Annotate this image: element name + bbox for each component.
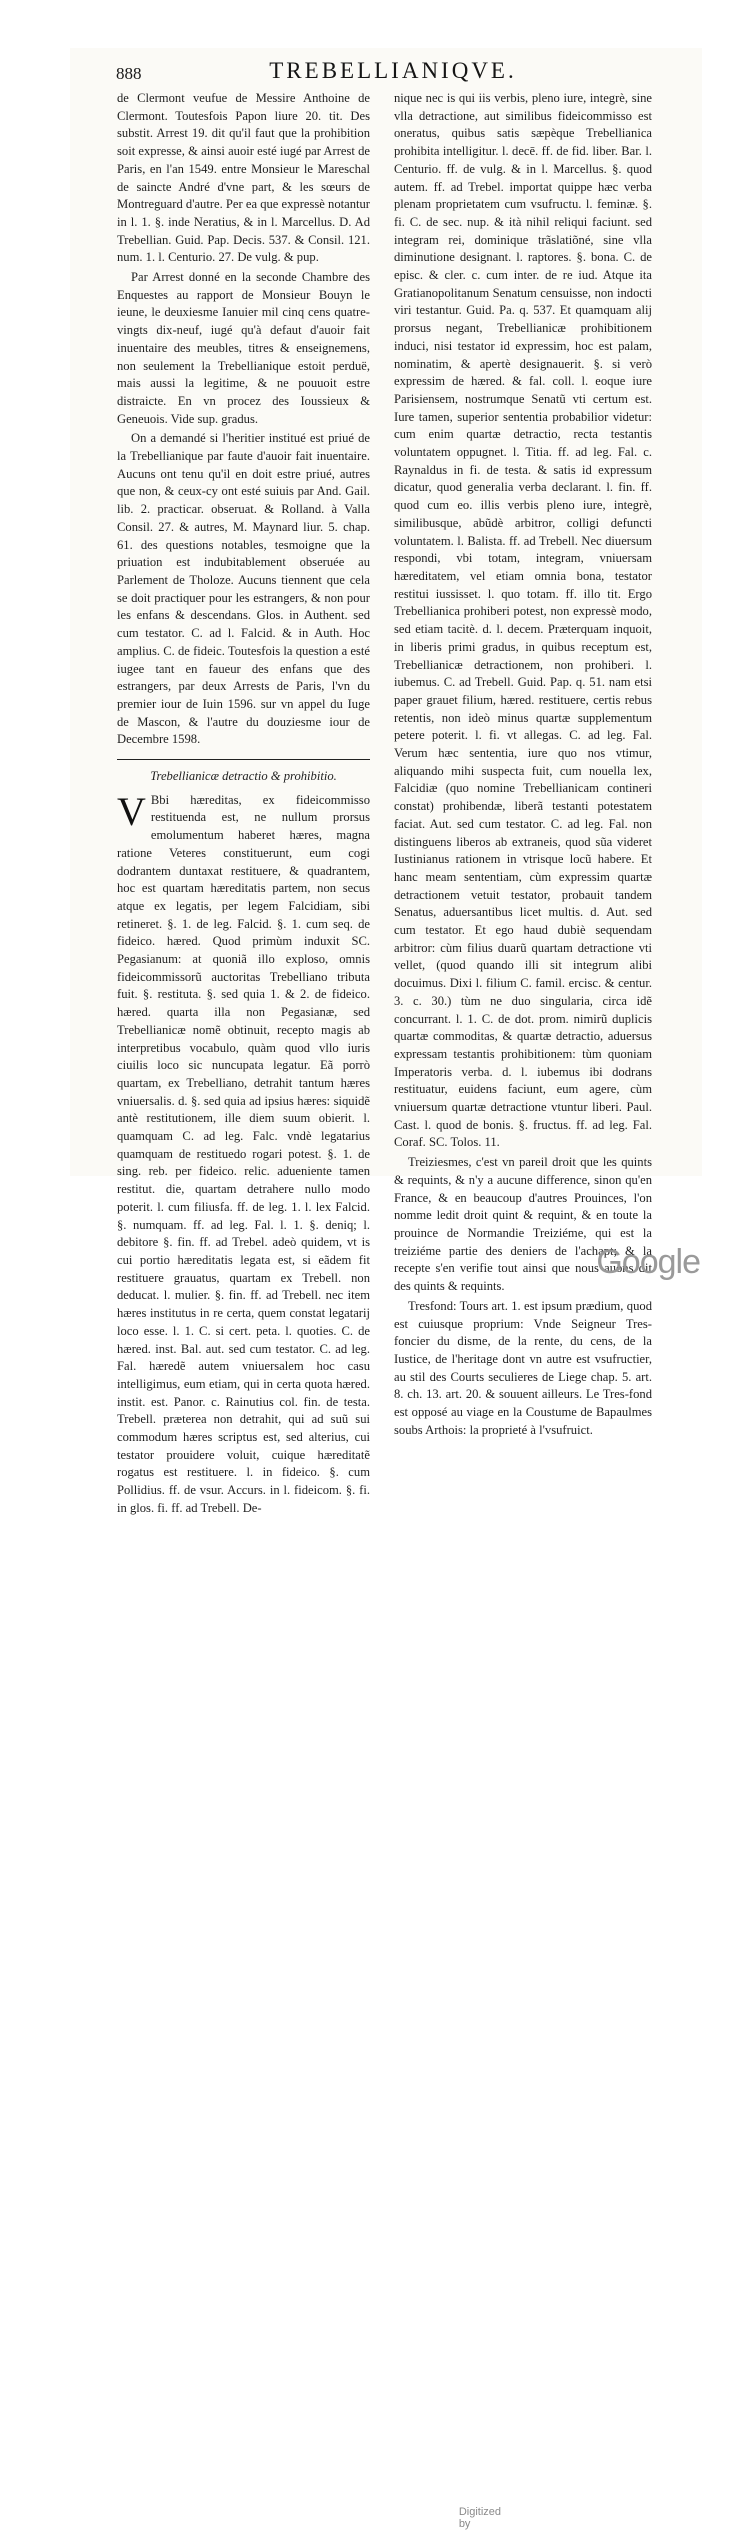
page-header bbox=[110, 58, 676, 88]
left-column bbox=[117, 90, 371, 1515]
left-paragraph-3: On a demandé si l'heritier institué est priué de la Trebellianique par faute d'auoir fait inuentaire. Aucuns ont tenu qu'il en doit estre priué, autres que non, & ceux-cy ont esté suiuis par And. Gail. lib. 2. practicar. obseruat. & Rolland. à Valla Consil. 27. & autres, M. Maynard liur. 5. chap. 61. des questions notables, tesmoigne que la priuation est indubitablement obseruée au Parlement de Tholoze. Aucuns tiennent que cela se doit practiquer pour les estrangers, & non pour les enfans & descendans. Glos. in Authent. sed cum testator. C. ad l. Falcid. & in Auth. Hoc amplius. C. de fideic. Toutesfois la question a esté iugee tant en faueur des enfans que des estrangers, par deux Arrests de Paris, l'vn du premier iour de Iuin 1596. sur vn appel du Iuge de Mascon, & l'autre du douziesme iour de Decembre 1598. bbox=[117, 431, 370, 747]
section-divider bbox=[117, 759, 370, 760]
left-paragraph-4-text: Bbi hæreditas, ex fideicommisso restituenda est, ne nullum prorsus emolumentum haberet hæres, magna ratione Veteres constituerunt, eum cogi dodrantem duntaxat restituere, & quadrantem, hoc est quartam hæreditatis partem, non secus atque ex legatis, per legem Falcidiam, sibi retineret. §. 1. de leg. Falcid. §. 1. cum seq. de fideico. hæred. Quod primùm induxit SC. Pegasianum: at quoniã illo exploso, omnis fideicommissorũ auctoritas Trebelliano tributa fuit. §. restituta. §. sed quia 1. & 2. de fideico. hæred. quarta illa non Pegasianæ, sed Trebellianicæ nomẽ obtinuit, recepto magis ab interpretibus vocabulo, quàm quod vllo iuris ciuilis loco sic nuncupata legatur. Eã porrò quartam, ex Trebelliano, detrahit tantum hæres vniuersalis. d. §. sed quia ad ipsius hæres: siquidẽ antè restitutionem, ille diem suum obierit. l. quamquam C. ad leg. Falc. vndè legatarius quamquam de restituedo rogari potest. §. 1. de sing. reb. per fideico. relic. adueniente tamen restitut. die, quartam detrahere nullo modo poterit. l. cum filiusfa. ff. de leg. 1. l. lex Falcid. §. numquam. ff. ad leg. Fal. l. 1. §. deniq; l. debitore §. fin. ff. ad Trebel. adeò quidem, vt is cui portio hæreditatis legata est, si eãdem fit restituere grauatus, quartam ex Trebell. non deducat. l. mulier. §. fin. ff. ad Trebell. nec item hæres institutus in re certa, quem constat legatarij loco esse. l. 1. C. si cert. peta. l. quoties. C. de hæred. inst. Bal. aut. sed cum testator. C. ad leg. Fal. hæredẽ autem vniuersalem hoc casu intelligimus, eum etiam, qui in certa quota hæred. instit. est. Panor. c. Rainutius col. fin. de testa. Trebell. præterea non detrahit, qui ad suũ sui commodum hæres scriptus est, sed alterius, cui testator prouidere voluit, cuique hæreditatẽ rogatus est restituere. l. in fideico. §. cum Pollidius. ff. de vsur. Accurs. in l. fideicom. §. fi. in glos. fi. ff. ad Trebell. De- bbox=[117, 792, 370, 1515]
digitized-by-label: Digitized by bbox=[458, 2506, 501, 2530]
right-paragraph-1: nique nec is qui iis verbis, pleno iure, integrè, sine vlla detractione, aut similibus fideicommisso est oneratus, quibus satis sæpèque Trebellianica prohibita intelligitur. l. decē. ff. de fid. liber. Bar. l. Centurio. ff. de vulg. & in l. Marcellus. §. quod autem. ff. ad Trebel. importat quippe hæc verba plenam proprietatem cum vsufructu. l. feminæ. §. fi. C. de sec. nup. & ità nihil reliqui faciunt. sed integram rei, dominique trãslatiõné, sine vlla diminutione designant. l. raptores. §. bona. C. de episc. & cler. c. cum inter. de re iud. Atque ita Gratianopolitanum Senatum censuisse, non indocti viri testantur. Guid. Pa. q. 537. Et quamquam alij prorsus negant, Trebellianicæ prohibitionem induci, nisi testator id expressim, hoc est palam, nominatim, & apertè designauerit. §. si verò expressim de hæred. & fal. coll. l. eoque iure Parisiensem, nostrumque Senatũ vti certum est. Iure tamen, superior sententia probabilior videtur: cum enim quartæ detractio, recta testantis voluntatem oppugnet. l. Titia. ff. ad leg. Fal. c. Raynaldus in fi. de testa. & satis id expressum dicatur, quod generalia verba declarant. l. fin. ff. quod cum eo. illis verbis pleno iure, integrè, similibusque, abũdè arbitror, colligi defuncti voluntatem. l. Balista. ff. ad Trebell. Nec diuersum respondi, vbi totam, integram, vniuersam hæreditatem, vel etiam omnia bona, testator restitui iussisset. l. quo totam. ff. illo tit. Ergo Trebellianica prohiberi potest, non expressè modo, sed etiam tacitè. d. l. decem. Præterquam inquoit, in liberis primi gradus, in quibus receptum est, Trebellianicæ detractionem, non prohiberi. l. iubemus. C. ad Trebell. Guid. Pap. q. 51. nam etsi paper grauet filium, hæred. restituere, certis rebus retentis, non ideò minus quartæ supplementum petere poterit. l. fi. vt allegas. C. ad leg. Fal. Verum hæc sententia, iure quo nos vtimur, aliquando mihi suspecta fuit, cum nouella lex, Falcidiæ (quo nomine Trebellianicam contineri constat) prohibendæ, liberã testanti potestatem faciat. Aut. sed cum testator. C. ad leg. Fal. non distinguens liberos ab extraneis, quod sũa videret Iustinianus rationem in vtrisque locũ habere. Et hanc meam sententiam, cùm expressim quartæ detractionem vetuit testator, probauit tandem Senatus, aduersantibus licet multis. d. Aut. sed cum testator. Et ego haud dubiè sequendam arbitror: cùm filius duarũ quartam detractione vti vellet, (quod quando illi sit integrum alibi docuimus. Dixi l. filium C. famil. ercisc. & centur. 3. c. 30.) tùm ne duo singularia, circa idẽ concurrant. l. 1. C. de dot. prom. nimirũ duplicis quartæ commoditas, & quartæ detractio, aduersus expressam testantis prohibitionem: tùm quoniam Imperatoris verba. d. l. iubemus ibi dodrans restituatur, euidens faciunt, eum agere, cùm vniuersum quartæ detractione vtuntur liberi. Paul. Cast. l. quod de bonis. §. fructus. ff. ad leg. Fal. Coraf. SC. Tolos. 11. bbox=[394, 91, 652, 1150]
section-heading: Trebellianicæ detractio & prohibitio. bbox=[150, 769, 337, 784]
page-number: 888 bbox=[116, 64, 142, 83]
left-paragraph-2: Par Arrest donné en la seconde Chambre des Enquestes au rapport de Monsieur Bouyn le ieune, le deuxiesme Ianuier mil cinq cens quatre-vingts dix-neuf, iugé qu'à defaut d'auoir fait inuentaire des meubles, titres & enseignemens, non seulement la Trebellianique estoit perduë, mais aussi la legitime, & ne pouuoit estre distraicte. En vn procez des Ioussieux & Geneuois. Vide sup. gradus. bbox=[117, 270, 370, 426]
left-paragraph-4 bbox=[117, 788, 370, 1518]
running-title: TREBELLIANIQVE. bbox=[269, 58, 517, 83]
right-paragraph-3: Tresfond: Tours art. 1. est ipsum prædium, quod est cuiusque proprium: Vnde Seigneur Tres-foncier du disme, de la rente, du cens, de la Iustice, de l'heritage dont vn autre est vsufructier, au stil des Courts seculieres de Liege chap. 5. art. 8. ch. 13. art. 20. & souuent ailleurs. Le Tres-fond est opposé au viage en la Coustume de Bapaulmes soubs Arthois: la proprieté à l'vsufruict. bbox=[394, 1298, 652, 1437]
right-paragraph-2: Treiziesmes, c'est vn pareil droit que les quints & requints, & n'y a aucune difference, sinon qu'en France, & en beaucoup d'autres Prouinces, l'on nomme ledit droit quint & requint, & en toute la prouince de Normandie Treiziéme, qui est la treiziéme partie des deniers de l'achapt; & la recepte s'en verifie tout ainsi que nous auons dit des quints & requints. bbox=[394, 1155, 652, 1294]
google-logo: Google bbox=[596, 1243, 700, 1281]
drop-cap: V bbox=[117, 788, 146, 834]
left-paragraph-1: de Clermont veufue de Messire Anthoine de Clermont. Toutesfois Papon liure 20. tit. Des substit. Arrest 19. dit qu'il faut que la prohibition soit expresse, & ainsi auoir esté iugé par Arrest de Paris, en l'an 1549. entre Monsieur le Mareschal de saincte André d'vne part, & les sœurs de Montreguard d'autre. Per ea que expressè notantur in l. 1. §. inde Neratius, & in l. Marcellus. D. Ad Trebellian. Guid. Pap. Decis. 537. & Consil. 121. num. 1. l. Centurio. 27. De vulg. & pup. bbox=[117, 91, 371, 265]
